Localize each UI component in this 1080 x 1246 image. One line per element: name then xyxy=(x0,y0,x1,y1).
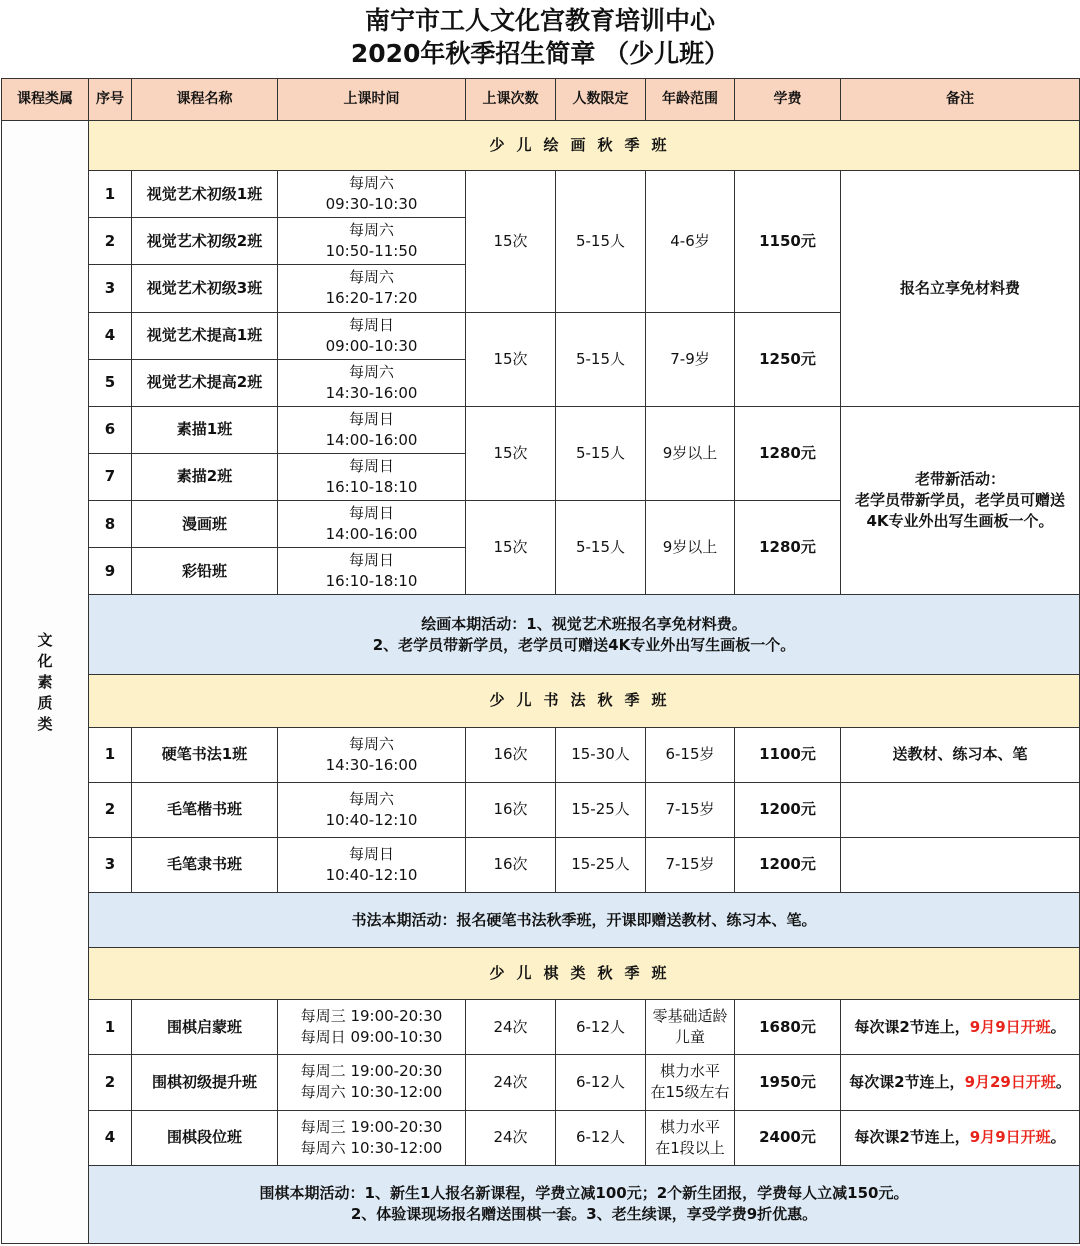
class-hours: 14:30-16:00 xyxy=(325,383,418,402)
class-size: 5-15人 xyxy=(556,406,646,500)
table-row xyxy=(2,1000,1080,1055)
table-row xyxy=(2,727,1080,782)
age-range: 9岁以上 xyxy=(646,406,735,500)
class-hours: 10:40-12:10 xyxy=(325,810,418,829)
class-hours: 10:50-11:50 xyxy=(325,242,418,261)
class-day: 每周六 xyxy=(348,789,394,808)
class-time xyxy=(278,406,466,453)
class-time xyxy=(278,782,466,837)
row-number: 9 xyxy=(89,548,132,595)
painting-activity xyxy=(89,595,1080,675)
note-referral xyxy=(841,406,1080,594)
class-size: 5-15人 xyxy=(556,500,646,594)
age-line: 在1段以上 xyxy=(655,1138,725,1157)
class-time xyxy=(278,359,466,406)
class-time xyxy=(278,500,466,547)
class-size: 5-15人 xyxy=(556,171,646,312)
activity-line: 2、体验课现场报名赠送围棋一套。3、老生续课，享受学费9折优惠。 xyxy=(350,1205,818,1224)
fee: 1200元 xyxy=(735,782,841,837)
class-day: 每周日 xyxy=(348,456,394,475)
sessions: 15次 xyxy=(466,500,556,594)
note-punct: 。 xyxy=(1055,1072,1071,1091)
course-name: 围棋启蒙班 xyxy=(132,1000,278,1055)
class-size: 15-25人 xyxy=(556,837,646,892)
header-notes: 备注 xyxy=(841,79,1080,121)
class-hours: 每周三 19:00-20:30 xyxy=(300,1117,443,1136)
start-date: 9月29日开班 xyxy=(964,1072,1056,1091)
fee: 2400元 xyxy=(735,1110,841,1165)
class-day: 每周日 xyxy=(348,409,394,428)
enrollment-table xyxy=(1,78,1080,1244)
header-no: 序号 xyxy=(89,79,132,121)
course-name: 素描1班 xyxy=(132,406,278,453)
course-name: 视觉艺术提高1班 xyxy=(132,312,278,359)
sessions: 16次 xyxy=(466,782,556,837)
class-time xyxy=(278,265,466,312)
table-row xyxy=(2,837,1080,892)
sessions: 15次 xyxy=(466,312,556,406)
row-number: 7 xyxy=(89,453,132,500)
class-hours: 14:00-16:00 xyxy=(325,525,418,544)
note xyxy=(841,837,1080,892)
note: 送教材、练习本、笔 xyxy=(841,727,1080,782)
course-name: 硬笔书法1班 xyxy=(132,727,278,782)
class-day: 每周日 xyxy=(348,315,394,334)
fee: 1680元 xyxy=(735,1000,841,1055)
class-hours: 09:30-10:30 xyxy=(325,195,418,214)
note xyxy=(841,1055,1080,1110)
category-cell xyxy=(2,121,89,1244)
class-hours: 每周二 19:00-20:30 xyxy=(300,1062,443,1081)
age-range: 7-15岁 xyxy=(646,782,735,837)
class-time xyxy=(278,1055,466,1110)
note-text: 每次课2节连上， xyxy=(854,1128,970,1147)
table-row xyxy=(2,782,1080,837)
age-line: 棋力水平 xyxy=(659,1117,720,1136)
class-day: 每周六 xyxy=(348,734,394,753)
row-number: 2 xyxy=(89,782,132,837)
class-hours: 每周六 10:30-12:00 xyxy=(300,1138,443,1157)
section-title-calligraphy: 少儿书法秋季班 xyxy=(89,675,1080,727)
sessions: 16次 xyxy=(466,837,556,892)
fee: 1280元 xyxy=(735,406,841,500)
course-name: 毛笔楷书班 xyxy=(132,782,278,837)
class-time xyxy=(278,727,466,782)
class-day: 每周六 xyxy=(348,268,394,287)
note xyxy=(841,1000,1080,1055)
start-date: 9月9日开班 xyxy=(969,1128,1051,1147)
note-text: 每次课2节连上， xyxy=(854,1017,970,1036)
category-char: 素 xyxy=(37,672,53,691)
category-char: 化 xyxy=(37,651,53,670)
course-name: 素描2班 xyxy=(132,453,278,500)
section-title-painting: 少儿绘画秋季班 xyxy=(89,121,1080,171)
header-row xyxy=(2,79,1080,121)
row-number: 2 xyxy=(89,1055,132,1110)
course-name: 视觉艺术初级2班 xyxy=(132,218,278,265)
header-class-time: 上课时间 xyxy=(278,79,466,121)
note-free-materials: 报名立享免材料费 xyxy=(841,171,1080,407)
page-subtitle: 2020年秋季招生简章 （少儿班） xyxy=(350,39,730,68)
table-row xyxy=(2,406,1080,453)
class-day: 每周日 xyxy=(348,504,394,523)
age-range: 7-15岁 xyxy=(646,837,735,892)
category-char: 质 xyxy=(37,693,53,712)
class-size: 15-25人 xyxy=(556,782,646,837)
age-range xyxy=(646,1055,735,1110)
class-time xyxy=(278,1110,466,1165)
calligraphy-activity: 书法本期活动：报名硬笔书法秋季班，开课即赠送教材、练习本、笔。 xyxy=(89,892,1080,947)
row-number: 3 xyxy=(89,837,132,892)
course-name: 围棋初级提升班 xyxy=(132,1055,278,1110)
note xyxy=(841,782,1080,837)
fee: 1950元 xyxy=(735,1055,841,1110)
header-class-size: 人数限定 xyxy=(556,79,646,121)
header-category: 课程类属 xyxy=(2,79,89,121)
activity-line: 绘画本期活动：1、视觉艺术班报名享免材料费。 xyxy=(421,614,747,633)
fee: 1100元 xyxy=(735,727,841,782)
course-name: 视觉艺术提高2班 xyxy=(132,359,278,406)
class-time xyxy=(278,453,466,500)
sessions: 24次 xyxy=(466,1110,556,1165)
class-hours: 14:00-16:00 xyxy=(325,430,418,449)
chess-activity xyxy=(89,1165,1080,1243)
row-number: 1 xyxy=(89,171,132,218)
fee: 1150元 xyxy=(735,171,841,312)
category-char: 文 xyxy=(37,630,53,649)
class-day: 每周日 xyxy=(348,844,394,863)
note xyxy=(841,1110,1080,1165)
class-size: 15-30人 xyxy=(556,727,646,782)
class-size: 6-12人 xyxy=(556,1055,646,1110)
row-number: 6 xyxy=(89,406,132,453)
table-row xyxy=(2,1110,1080,1165)
class-day: 每周六 xyxy=(348,362,394,381)
note-line: 4K专业外出写生画板一个。 xyxy=(866,511,1054,530)
age-range: 7-9岁 xyxy=(646,312,735,406)
sessions: 16次 xyxy=(466,727,556,782)
note-line: 老学员带新学员，老学员可赠送 xyxy=(854,490,1065,509)
note-punct: 。 xyxy=(1050,1128,1066,1147)
section-title-chess: 少儿棋类秋季班 xyxy=(89,948,1080,1000)
sessions: 24次 xyxy=(466,1055,556,1110)
class-size: 6-12人 xyxy=(556,1000,646,1055)
class-hours: 每周六 10:30-12:00 xyxy=(300,1083,443,1102)
row-number: 5 xyxy=(89,359,132,406)
row-number: 8 xyxy=(89,500,132,547)
sessions: 15次 xyxy=(466,406,556,500)
header-fee: 学费 xyxy=(735,79,841,121)
note-text: 每次课2节连上， xyxy=(849,1072,965,1091)
note-line: 老带新活动： xyxy=(914,469,1005,488)
course-name: 围棋段位班 xyxy=(132,1110,278,1165)
class-day: 每周六 xyxy=(348,221,394,240)
class-hours: 09:00-10:30 xyxy=(325,336,418,355)
class-hours: 每周日 09:00-10:30 xyxy=(300,1028,443,1047)
header-sessions: 上课次数 xyxy=(466,79,556,121)
course-name: 毛笔隶书班 xyxy=(132,837,278,892)
note-punct: 。 xyxy=(1050,1017,1066,1036)
row-number: 3 xyxy=(89,265,132,312)
row-number: 1 xyxy=(89,1000,132,1055)
sessions: 15次 xyxy=(466,171,556,312)
course-name: 视觉艺术初级1班 xyxy=(132,171,278,218)
age-range xyxy=(646,1000,735,1055)
class-hours: 16:20-17:20 xyxy=(325,289,418,308)
class-day: 每周日 xyxy=(348,551,394,570)
class-time xyxy=(278,837,466,892)
row-number: 4 xyxy=(89,1110,132,1165)
class-hours: 16:10-18:10 xyxy=(325,572,418,591)
page-title: 南宁市工人文化宫教育培训中心 xyxy=(364,6,715,35)
sessions: 24次 xyxy=(466,1000,556,1055)
start-date: 9月9日开班 xyxy=(969,1017,1051,1036)
age-line: 在15级左右 xyxy=(650,1083,730,1102)
row-number: 1 xyxy=(89,727,132,782)
course-name: 彩铅班 xyxy=(132,548,278,595)
table-row xyxy=(2,1055,1080,1110)
age-line: 棋力水平 xyxy=(659,1062,720,1081)
class-hours: 16:10-18:10 xyxy=(325,477,418,496)
table-row xyxy=(2,171,1080,218)
activity-line: 2、老学员带新学员，老学员可赠送4K专业外出写生画板一个。 xyxy=(372,635,796,654)
header-course-name: 课程名称 xyxy=(132,79,278,121)
class-time xyxy=(278,1000,466,1055)
course-name: 漫画班 xyxy=(132,500,278,547)
class-time xyxy=(278,548,466,595)
class-day: 每周六 xyxy=(348,174,394,193)
class-size: 6-12人 xyxy=(556,1110,646,1165)
class-hours: 14:30-16:00 xyxy=(325,755,418,774)
fee: 1250元 xyxy=(735,312,841,406)
age-range: 9岁以上 xyxy=(646,500,735,594)
class-hours: 10:40-12:10 xyxy=(325,865,418,884)
age-line: 零基础适龄 xyxy=(652,1007,728,1026)
class-time xyxy=(278,171,466,218)
class-size: 5-15人 xyxy=(556,312,646,406)
fee: 1280元 xyxy=(735,500,841,594)
class-time xyxy=(278,218,466,265)
age-line: 儿童 xyxy=(674,1028,705,1047)
age-range: 4-6岁 xyxy=(646,171,735,312)
course-name: 视觉艺术初级3班 xyxy=(132,265,278,312)
class-time xyxy=(278,312,466,359)
header-age-range: 年龄范围 xyxy=(646,79,735,121)
class-hours: 每周三 19:00-20:30 xyxy=(300,1007,443,1026)
row-number: 4 xyxy=(89,312,132,359)
age-range xyxy=(646,1110,735,1165)
age-range: 6-15岁 xyxy=(646,727,735,782)
category-char: 类 xyxy=(37,714,53,733)
row-number: 2 xyxy=(89,218,132,265)
fee: 1200元 xyxy=(735,837,841,892)
activity-line: 围棋本期活动：1、新生1人报名新课程，学费立减100元；2个新生团报，学费每人立减150元。 xyxy=(259,1184,909,1203)
